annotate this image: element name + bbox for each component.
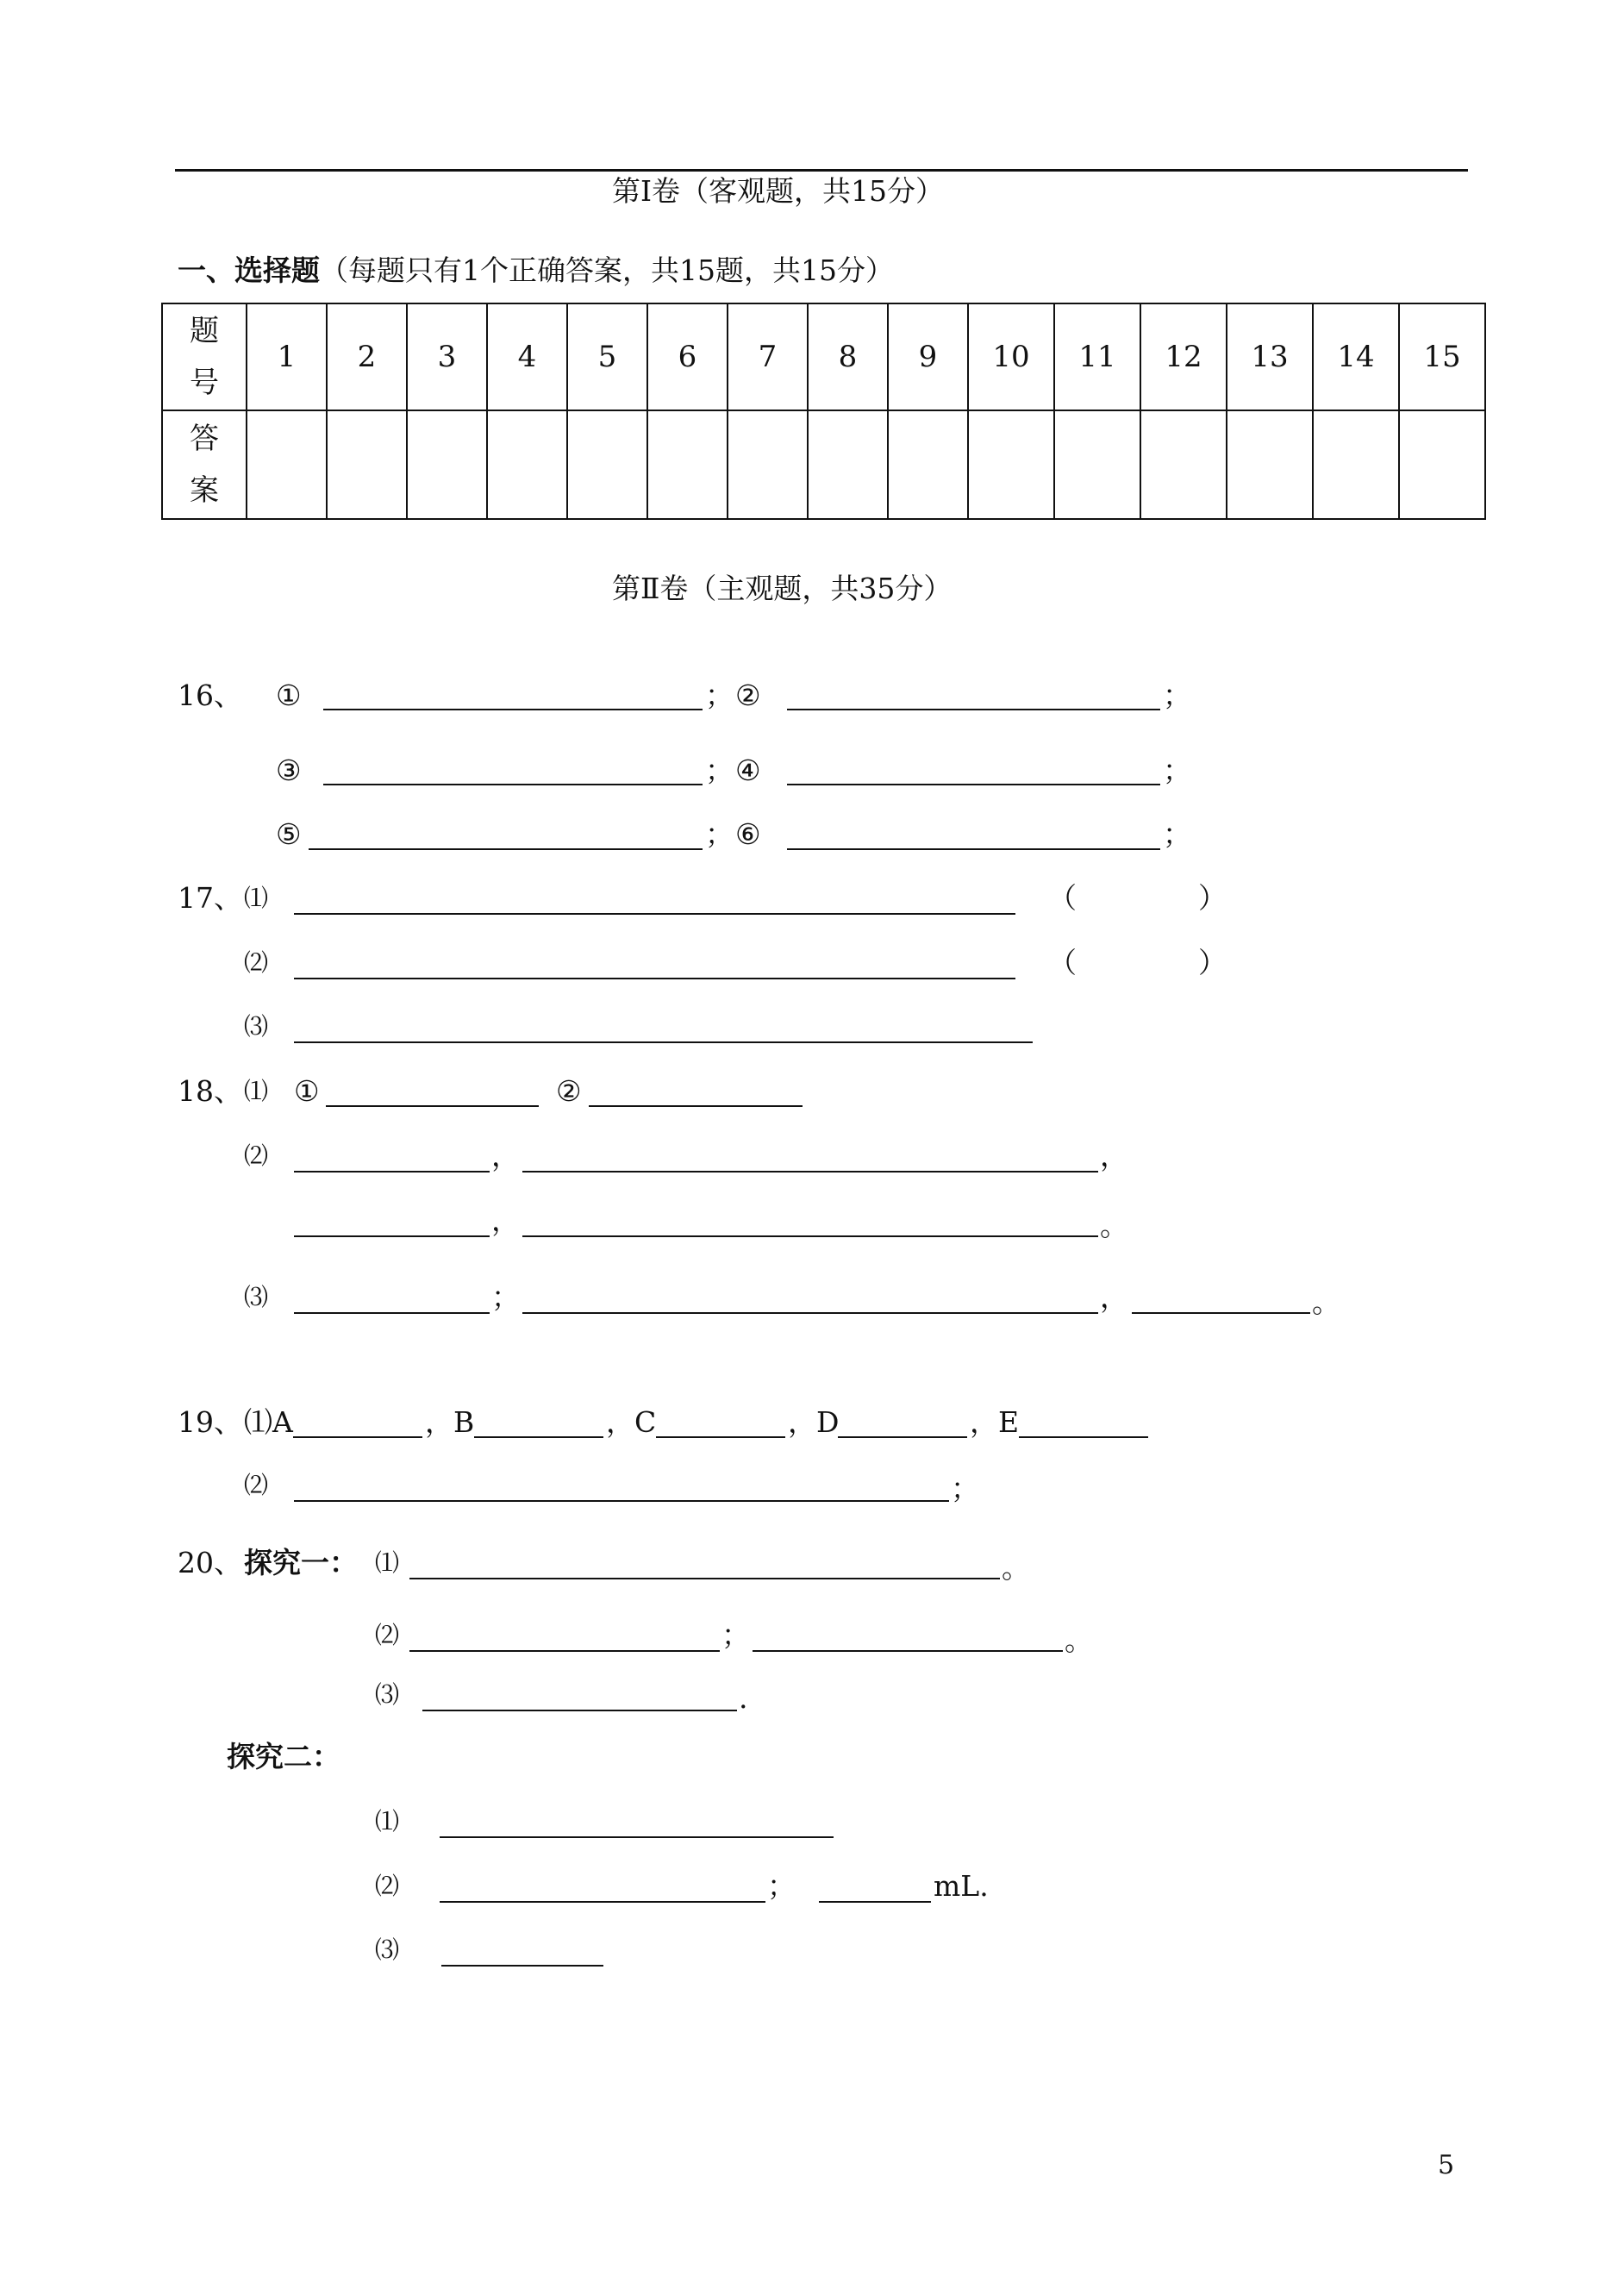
- q19-number: 19、: [178, 1405, 242, 1439]
- table-row-numbers: [162, 303, 1485, 410]
- question-number-cell: 11: [1054, 303, 1140, 410]
- q16-marker-5: ⑤: [276, 817, 302, 851]
- question-number-cell: 7: [728, 303, 808, 410]
- q20-number: 20、: [178, 1546, 242, 1579]
- q20-period: 。: [1065, 1623, 1093, 1657]
- q19-blank-c[interactable]: [656, 1436, 785, 1438]
- answer-cell[interactable]: [1399, 410, 1485, 519]
- q16-marker-3: ③: [276, 754, 302, 787]
- q18-blank-4[interactable]: [522, 1171, 1098, 1173]
- q16-blank-3[interactable]: [323, 784, 703, 785]
- q20-explore-2: 探究二：: [227, 1740, 340, 1773]
- q16-number: 16、: [178, 678, 242, 712]
- row-label-answer: 答 案: [162, 410, 247, 519]
- q19-blank-2[interactable]: [294, 1500, 949, 1502]
- q16-blank-2[interactable]: [787, 709, 1160, 710]
- answer-cell[interactable]: [888, 410, 968, 519]
- q18-comma: ，: [491, 1204, 520, 1237]
- q16-blank-5[interactable]: [309, 848, 703, 850]
- q20-explore-1: 探究一：: [244, 1546, 358, 1579]
- q18-circle-1: ①: [294, 1074, 320, 1108]
- q19-blank-b[interactable]: [474, 1436, 603, 1438]
- q16-semicolon: ；: [705, 754, 734, 787]
- q18-part-2: ⑵: [244, 1141, 269, 1170]
- answer-cell[interactable]: [1054, 410, 1140, 519]
- q16-blank-1[interactable]: [323, 709, 703, 710]
- q20-dot: .: [739, 1681, 748, 1715]
- q18-comma: ，: [1100, 1139, 1128, 1173]
- q17-paren-open: （: [1048, 946, 1077, 979]
- answer-cell[interactable]: [567, 410, 647, 519]
- answer-cell[interactable]: [327, 410, 407, 519]
- q16-marker-4: ④: [735, 754, 761, 787]
- q18-semicolon: ；: [491, 1280, 520, 1314]
- q20-explore2-blank-3[interactable]: [819, 1901, 931, 1903]
- answer-cell[interactable]: [487, 410, 567, 519]
- question-number-cell: 10: [968, 303, 1054, 410]
- q18-blank-2[interactable]: [589, 1105, 803, 1107]
- answer-cell[interactable]: [728, 410, 808, 519]
- q18-comma: ，: [1100, 1280, 1128, 1314]
- q20-blank-4[interactable]: [422, 1710, 737, 1711]
- question-number-cell: 13: [1227, 303, 1313, 410]
- answer-table: [161, 303, 1486, 520]
- q19-label-e: ，E: [970, 1405, 1020, 1439]
- q18-blank-1[interactable]: [326, 1105, 539, 1107]
- q20-part-2: ⑵: [375, 1621, 400, 1649]
- q17-part-2: ⑵: [244, 948, 269, 977]
- q18-blank-8[interactable]: [522, 1312, 1098, 1314]
- question-number-cell: 12: [1140, 303, 1227, 410]
- q18-part-1: ⑴: [244, 1077, 269, 1105]
- answer-cell[interactable]: [808, 410, 888, 519]
- q20-semicolon: ；: [721, 1618, 750, 1652]
- part1-title: 第Ⅰ卷（客观题，共15分）: [612, 174, 945, 208]
- row-label-number: 题 号: [162, 303, 247, 410]
- q16-semicolon: ；: [705, 678, 734, 712]
- page-number: 5: [1438, 2150, 1455, 2180]
- q17-paren-open: （: [1048, 881, 1077, 915]
- q20-unit-ml: mL.: [934, 1869, 989, 1903]
- q17-blank-1[interactable]: [294, 913, 1015, 915]
- answer-cell[interactable]: [1140, 410, 1227, 519]
- question-number-cell: 14: [1313, 303, 1399, 410]
- q18-blank-7[interactable]: [294, 1312, 490, 1314]
- q19-blank-d[interactable]: [838, 1436, 967, 1438]
- q19-label-b: ，B: [425, 1405, 475, 1439]
- q20-explore2-part-1: ⑴: [375, 1807, 400, 1835]
- q20-explore2-blank-4[interactable]: [441, 1965, 603, 1967]
- q16-semicolon: ；: [1163, 817, 1191, 851]
- q19-label-c: ，C: [606, 1405, 657, 1439]
- answer-cell[interactable]: [407, 410, 487, 519]
- q18-comma: ，: [491, 1139, 520, 1173]
- q17-part-3: ⑶: [244, 1012, 269, 1041]
- q16-marker-6: ⑥: [735, 817, 761, 851]
- q19-blank-e[interactable]: [1019, 1436, 1148, 1438]
- question-number-cell: 2: [327, 303, 407, 410]
- q20-explore2-blank-1[interactable]: [440, 1836, 834, 1838]
- section1-note: （每题只有1个正确答案，共15题，共15分）: [320, 253, 894, 287]
- answer-cell[interactable]: [1313, 410, 1399, 519]
- answer-cell[interactable]: [1227, 410, 1313, 519]
- q20-blank-1[interactable]: [409, 1578, 1000, 1579]
- q20-blank-2[interactable]: [409, 1650, 720, 1652]
- q19-part-2: ⑵: [244, 1471, 269, 1499]
- q20-semicolon: ；: [767, 1869, 796, 1903]
- q16-semicolon: ；: [1163, 754, 1191, 787]
- q16-semicolon: ；: [705, 817, 734, 851]
- q18-circle-2: ②: [556, 1074, 582, 1108]
- q18-number: 18、: [178, 1074, 242, 1108]
- section1-heading: 一、选择题: [178, 253, 320, 287]
- q20-part-1: ⑴: [375, 1548, 400, 1577]
- q20-period: 。: [1002, 1551, 1030, 1585]
- q20-explore2-part-3: ⑶: [375, 1935, 400, 1964]
- q18-part-3: ⑶: [244, 1283, 269, 1311]
- q19-semicolon: ；: [951, 1472, 979, 1505]
- q17-paren-close: ）: [1198, 881, 1227, 915]
- answer-cell[interactable]: [247, 410, 327, 519]
- answer-cell[interactable]: [647, 410, 728, 519]
- q18-period: 。: [1312, 1285, 1340, 1319]
- q18-period: 。: [1100, 1209, 1128, 1242]
- question-number-cell: 9: [888, 303, 968, 410]
- question-number-cell: 4: [487, 303, 567, 410]
- q20-part-3: ⑶: [375, 1680, 400, 1709]
- answer-cell[interactable]: [968, 410, 1054, 519]
- q17-paren-close: ）: [1198, 946, 1227, 979]
- q16-blank-4[interactable]: [787, 784, 1160, 785]
- part2-title: 第Ⅱ卷（主观题，共35分）: [612, 572, 953, 605]
- table-row-answers: [162, 410, 1485, 519]
- question-number-cell: 6: [647, 303, 728, 410]
- q19-blank-a[interactable]: [293, 1436, 422, 1438]
- q20-explore2-blank-2[interactable]: [440, 1901, 765, 1903]
- question-number-cell: 8: [808, 303, 888, 410]
- q19-label-a: ⑴A: [244, 1405, 293, 1439]
- q16-semicolon: ；: [1163, 678, 1191, 712]
- q18-blank-3[interactable]: [294, 1171, 490, 1173]
- question-number-cell: 3: [407, 303, 487, 410]
- header-rule: [175, 169, 1468, 172]
- q20-blank-3[interactable]: [753, 1650, 1063, 1652]
- q17-number: 17、: [178, 881, 242, 915]
- question-number-cell: 5: [567, 303, 647, 410]
- q17-blank-2[interactable]: [294, 978, 1015, 979]
- q20-explore2-part-2: ⑵: [375, 1872, 400, 1900]
- q17-part-1: ⑴: [244, 884, 269, 912]
- q16-blank-6[interactable]: [787, 848, 1160, 850]
- question-number-cell: 1: [247, 303, 327, 410]
- section1-title: [178, 253, 894, 288]
- q17-blank-3[interactable]: [294, 1041, 1033, 1043]
- q16-marker-2: ②: [735, 678, 761, 712]
- q18-blank-6[interactable]: [522, 1235, 1098, 1237]
- question-number-cell: 15: [1399, 303, 1485, 410]
- q19-label-d: ，D: [788, 1405, 840, 1439]
- q18-blank-5[interactable]: [294, 1235, 490, 1237]
- q16-marker-1: ①: [276, 678, 302, 712]
- q18-blank-9[interactable]: [1132, 1312, 1310, 1314]
